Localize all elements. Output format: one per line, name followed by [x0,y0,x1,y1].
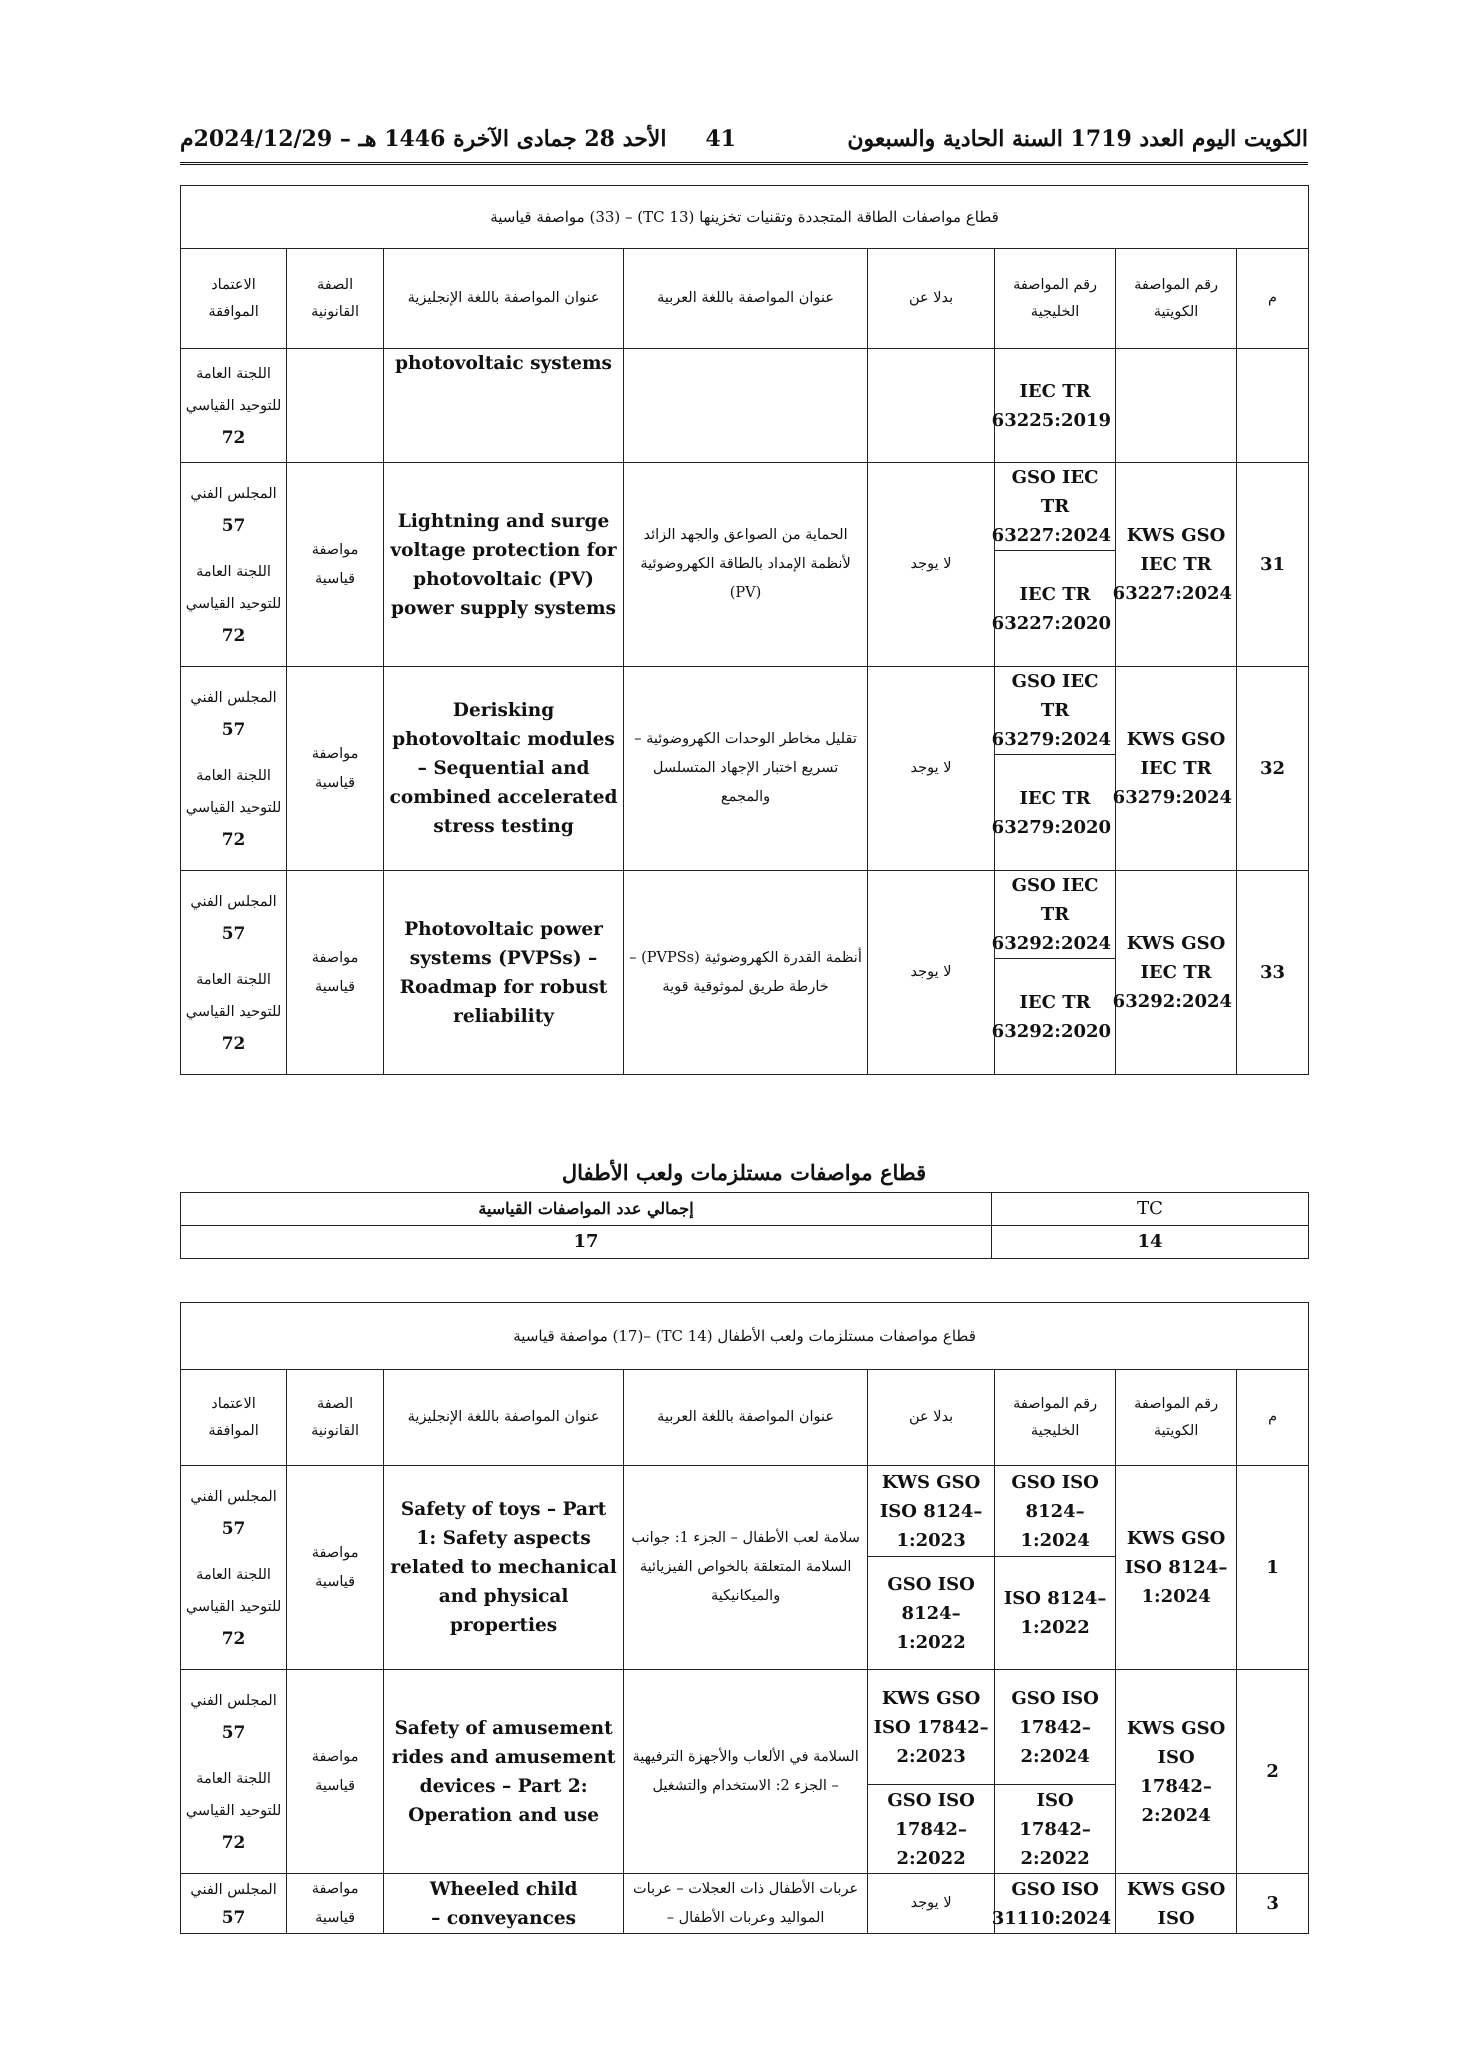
kws-no: KWS GSO IEC TR 63279:2024 [1116,667,1237,871]
page-header [180,126,1308,156]
instead-of: لا يوجد [868,871,995,1075]
section-title: قطاع مواصفات مستلزمات ولعب الأطفال [561,1160,927,1185]
source-no: IEC TR 63292:2020 [995,959,1116,1075]
source-no: IEC TR 63279:2020 [995,755,1116,871]
col-header-no: م [1237,249,1309,349]
source-no: ISO 8124–1:2022 [995,1557,1116,1670]
instead-of: KWS GSO ISO 17842–2:2023 [868,1670,995,1785]
approval-number: 72 [221,427,246,448]
instead-of: لا يوجد [868,1874,995,1934]
col-header-english-title: عنوان المواصفة باللغة الإنجليزية [384,249,624,349]
standards-table-tc13 [180,185,1309,1075]
col-header-no: م [1237,1370,1309,1466]
header-date: الأحد 28 جمادى الآخرة 1446 هـ – 2024/12/29م [180,126,667,152]
arabic-title: أنظمة القدرة الكهروضوئية (PVPSs) – خارطة طريق لموثوقية قوية [624,871,868,1075]
kws-no: KWS GSO IEC TR 63227:2024 [1116,463,1237,667]
col-header-instead: بدلا عن [868,1370,995,1466]
gso-no: GSO ISO 31110:2024 [995,1874,1116,1934]
approval-cell: المجلس الفني 57 اللجنة العامة للتوحيد القياسي 72 [181,667,287,871]
col-header-gso-no: رقم المواصفة الخليجية [995,249,1116,349]
col-header-kws-no: رقم المواصفة الكويتية [1116,249,1237,349]
arabic-title: الحماية من الصواعق والجهد الزائد لأنظمة الإمداد بالطاقة الكهروضوئية (PV) [624,463,868,667]
kws-no: KWS GSO ISO 17842–2:2024 [1116,1670,1237,1874]
english-title: Wheeled child conveyances – [384,1874,624,1934]
header-rule [180,162,1308,165]
approval-cell: المجلس الفني 57 اللجنة العامة للتوحيد القياسي 72 [181,463,287,667]
table-row [181,1874,1309,1934]
english-title: photovoltaic systems [384,349,624,463]
instead-of: KWS GSO ISO 8124–1:2023 [868,1466,995,1557]
gso-no: IEC TR 63225:2019 [995,349,1116,463]
approval-cell: المجلس الفني 57 اللجنة العامة للتوحيد القياسي 72 [181,1466,287,1670]
summary-header-tc: TC [992,1193,1309,1226]
standards-table-tc14 [180,1302,1309,1934]
table-row [181,1670,1309,1785]
legal-status: مواصفة قياسية [287,463,384,667]
english-title: Photovoltaic power systems (PVPSs) – Roadmap for robust reliability [384,871,624,1075]
table-row [181,871,1309,959]
arabic-title: عربات الأطفال ذات العجلات – عربات المواليد وعربات الأطفال – [624,1874,868,1934]
kws-no: KWS GSO ISO [1116,1874,1237,1934]
gso-no: GSO ISO 17842–2:2024 [995,1670,1116,1785]
english-title: Derisking photovoltaic modules – Sequential and combined accelerated stress testing [384,667,624,871]
table-row [181,349,1309,463]
row-number: 31 [1237,463,1309,667]
row-number: 3 [1237,1874,1309,1934]
row-number: 32 [1237,667,1309,871]
table-row [181,1466,1309,1557]
source-no: IEC TR 63227:2020 [995,551,1116,667]
approval-cell: المجلس الفني 57 اللجنة العامة للتوحيد القياسي 72 [181,871,287,1075]
summary-header-total: إجمالي عدد المواصفات القياسية [181,1193,992,1226]
summary-tc: 14 [992,1226,1309,1259]
col-header-arabic-title: عنوان المواصفة باللغة العربية [624,249,868,349]
arabic-title: سلامة لعب الأطفال – الجزء 1: جوانب السلامة المتعلقة بالخواص الفيزيائية والميكانيكية [624,1466,868,1670]
table-caption: قطاع مواصفات مستلزمات ولعب الأطفال (TC 14) –(17) مواصفة قياسية [181,1303,1309,1370]
legal-status: مواصفة قياسية [287,1466,384,1670]
gso-no: GSO ISO 8124–1:2024 [995,1466,1116,1557]
instead-of: لا يوجد [868,667,995,871]
approval-cell: المجلس الفني 57 [181,1874,287,1934]
col-header-legal-status: الصفة القانونية [287,1370,384,1466]
page-number: 41 [705,126,736,152]
source-no: ISO 17842–2:2022 [995,1785,1116,1874]
english-title: Safety of amusement rides and amusement devices – Part 2: Operation and use [384,1670,624,1874]
col-header-legal-status: الصفة القانونية [287,249,384,349]
summary-total: 17 [181,1226,992,1259]
instead-of: لا يوجد [868,463,995,667]
row-number: 1 [1237,1466,1309,1670]
col-header-approval: الاعتماد الموافقة [181,1370,287,1466]
instead-of: GSO ISO 17842–2:2022 [868,1785,995,1874]
approval-body: اللجنة العامة للتوحيد القياسي [185,365,282,414]
kws-no: KWS GSO ISO 8124–1:2024 [1116,1466,1237,1670]
legal-status: مواصفة قياسية [287,1670,384,1874]
col-header-arabic-title: عنوان المواصفة باللغة العربية [624,1370,868,1466]
approval-cell: المجلس الفني 57 اللجنة العامة للتوحيد القياسي 72 [181,1670,287,1874]
summary-table [180,1192,1309,1259]
col-header-instead: بدلا عن [868,249,995,349]
kws-no: KWS GSO IEC TR 63292:2024 [1116,871,1237,1075]
header-issue: الكويت اليوم العدد 1719 السنة الحادية والسبعون [847,126,1308,152]
table-row [181,463,1309,551]
english-title: Lightning and surge voltage protection for photovoltaic (PV) power supply systems [384,463,624,667]
gso-no: GSO IEC TR 63279:2024 [995,667,1116,755]
legal-status: مواصفة قياسية [287,1874,384,1934]
col-header-english-title: عنوان المواصفة باللغة الإنجليزية [384,1370,624,1466]
row-number: 33 [1237,871,1309,1075]
arabic-title: تقليل مخاطر الوحدات الكهروضوئية – تسريع اختبار الإجهاد المتسلسل والمجمع [624,667,868,871]
gso-no: GSO IEC TR 63292:2024 [995,871,1116,959]
col-header-approval: الاعتماد الموافقة [181,249,287,349]
instead-of: GSO ISO 8124–1:2022 [868,1557,995,1670]
arabic-title: السلامة في الألعاب والأجهزة الترفيهية – الجزء 2: الاستخدام والتشغيل [624,1670,868,1874]
table-caption: قطاع مواصفات الطاقة المتجددة وتقنيات تخزينها (TC 13) – (33) مواصفة قياسية [181,186,1309,249]
english-title: Safety of toys – Part 1: Safety aspects related to mechanical and physical properties [384,1466,624,1670]
legal-status: مواصفة قياسية [287,871,384,1075]
legal-status: مواصفة قياسية [287,667,384,871]
col-header-kws-no: رقم المواصفة الكويتية [1116,1370,1237,1466]
table-row [181,667,1309,755]
row-number: 2 [1237,1670,1309,1874]
approval-cell [181,349,287,463]
col-header-gso-no: رقم المواصفة الخليجية [995,1370,1116,1466]
gso-no: GSO IEC TR 63227:2024 [995,463,1116,551]
